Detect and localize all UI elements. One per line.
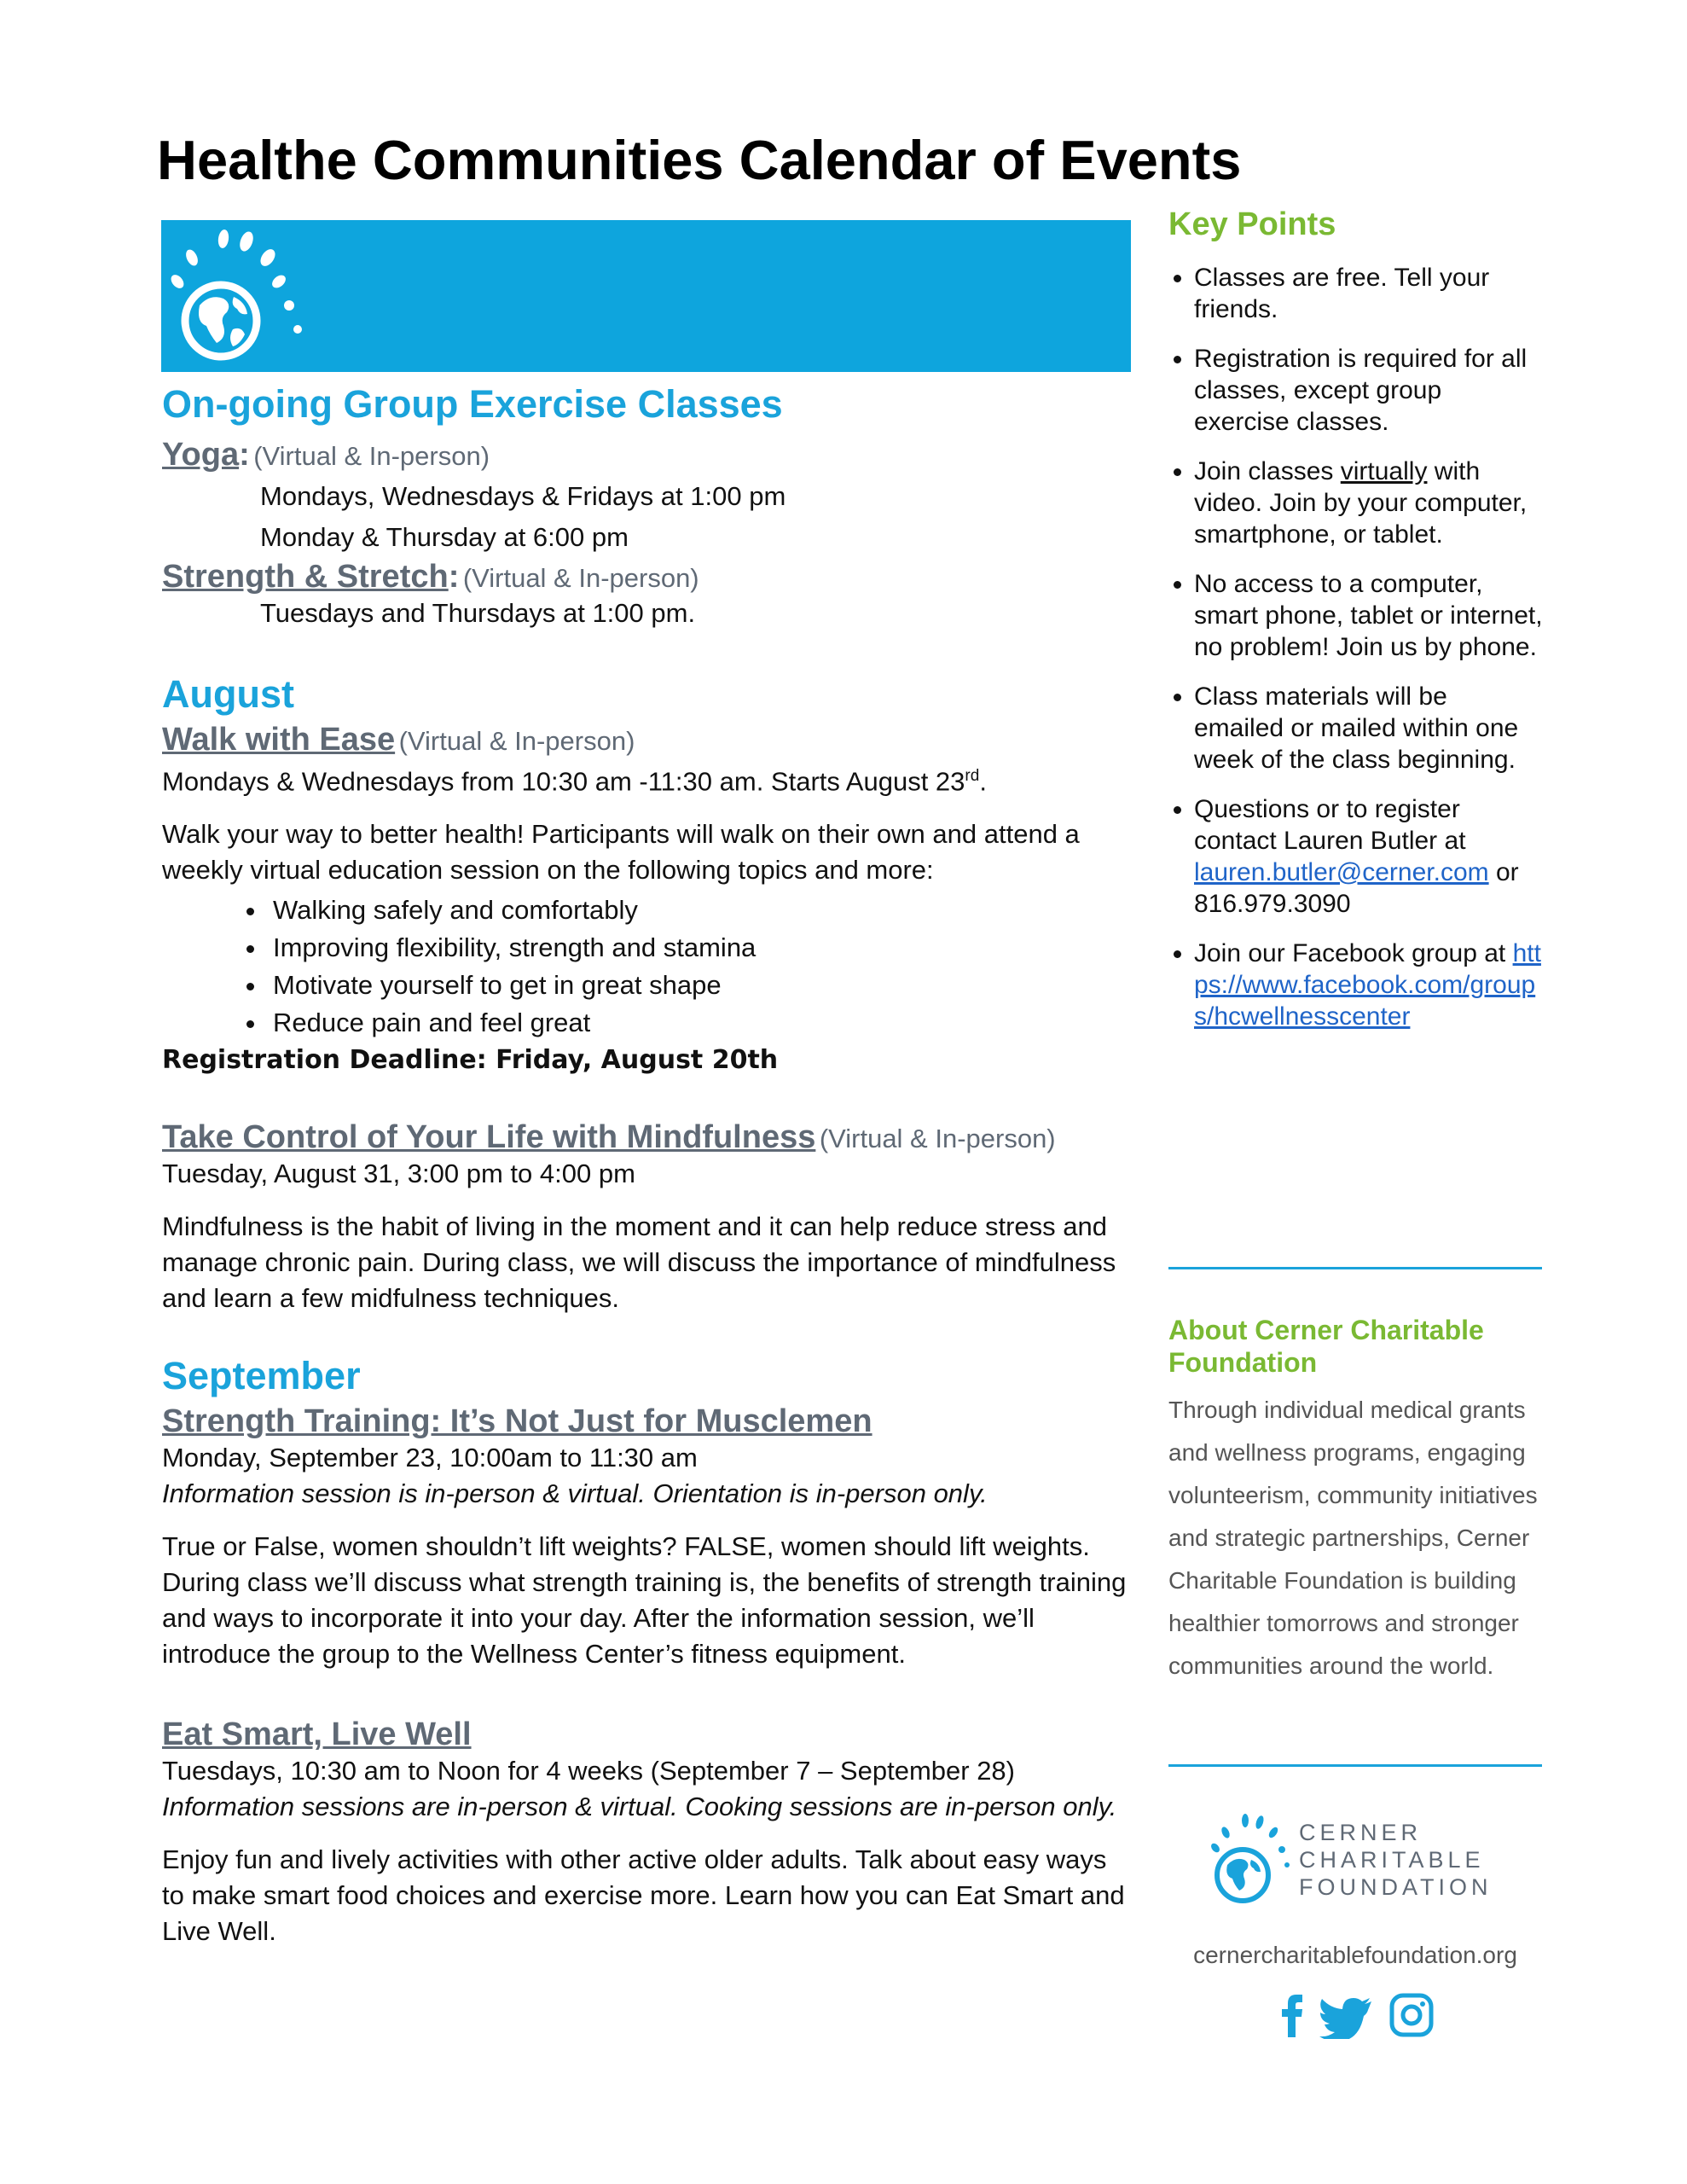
walk-title: Walk with Ease — [162, 722, 396, 758]
website-link[interactable]: cernercharitablefoundation.org — [1193, 1942, 1517, 1968]
mindfulness-title: Take Control of Your Life with Mindfulness — [162, 1119, 816, 1156]
page-title: Healthe Communities Calendar of Events — [157, 129, 1242, 191]
key-point-virtual: • Join classes virtually with video. Join by your computer, smartphone, or tablet. — [1194, 456, 1544, 550]
strength-stretch-mode: (Virtual & In-person) — [462, 563, 699, 593]
facebook-icon[interactable] — [1282, 1995, 1302, 2037]
about-body: Through individual medical grants and wellness programs, engaging volunteerism, community initiatives and strategic partnerships, Cerner Charitable Foundation is building healthier tomorrows and stronger communities around the world. — [1168, 1397, 1538, 1679]
mindfulness-description: Mindfulness is the habit of living in the moment and it can help reduce stress and manage chronic pain. During class, we will discuss the importance of mindfulness and learn a few midfulness techniques. — [162, 1211, 1116, 1314]
about-heading: About Cerner Charitable Foundation — [1168, 1315, 1484, 1378]
divider-top — [1168, 1267, 1542, 1269]
key-point-phone: • No access to a computer, smart phone, tablet or internet, no problem! Join us by phone. — [1194, 568, 1544, 663]
main-column — [162, 382, 1134, 1949]
eat-smart-title: Eat Smart, Live Well — [162, 1716, 472, 1753]
registration-deadline: Registration Deadline: Friday, August 20th — [162, 1045, 779, 1076]
list-item: • Motivate yourself to get in great shape — [268, 967, 1134, 1004]
ongoing-heading: On-going Group Exercise Classes — [162, 382, 783, 426]
september-heading: September — [162, 1354, 361, 1398]
eat-smart-description: Enjoy fun and lively activities with other active older adults. Talk about easy ways to make smart food choices and exercise more. Learn how you can Eat Smart and Live Well. — [162, 1844, 1125, 1947]
walk-topics-list — [162, 892, 1134, 1042]
walk-schedule: Mondays & Wednesdays from 10:30 am -11:30 am. Starts August 23rd. — [162, 766, 987, 797]
divider-bottom — [1168, 1764, 1542, 1767]
walk-mode: (Virtual & In-person) — [398, 726, 635, 756]
header-banner — [161, 220, 1131, 372]
key-point-free: • Classes are free. Tell your friends. — [1194, 262, 1544, 325]
strength-training-schedule: Monday, September 23, 10:00am to 11:30 am — [162, 1443, 698, 1473]
mindfulness-schedule: Tuesday, August 31, 3:00 pm to 4:00 pm — [162, 1159, 635, 1189]
key-point-contact: • Questions or to register contact Lauren Butler at lauren.butler@cerner.com or 816.979.3090 — [1194, 793, 1544, 920]
strength-training-note: Information session is in-person & virtual. Orientation is in-person only. — [162, 1478, 988, 1509]
eat-smart-schedule: Tuesdays, 10:30 am to Noon for 4 weeks (September 7 – September 28) — [162, 1756, 1015, 1786]
hand-globe-logo-icon — [161, 220, 332, 372]
eat-smart-note: Information sessions are in-person & virtual. Cooking sessions are in-person only. — [162, 1792, 1117, 1822]
walk-title-row — [162, 722, 1134, 758]
list-item: • Walking safely and comfortably — [268, 892, 1134, 929]
email-link[interactable]: lauren.butler@cerner.com — [1194, 858, 1489, 886]
mindfulness-title-row — [162, 1119, 1134, 1156]
logo-wordmark: CERNER CHARITABLE FOUNDATION — [1299, 1820, 1493, 1900]
walk-description: Walk your way to better health! Participants will walk on their own and attend a weekly virtual education session on the following topics and more: — [162, 819, 1080, 886]
yoga-line-1: Mondays, Wednesdays & Fridays at 1:00 pm — [260, 481, 786, 511]
instagram-icon[interactable] — [1392, 1995, 1431, 2035]
strength-training-description: True or False, women shouldn’t lift weights? FALSE, women should lift weights. During class we’ll discuss what strength training is, the benefits of strength training and ways to incorporate it into your day. After the information session, we’ll introduce the group to the Wellness Center’s fitness equipment. — [162, 1531, 1127, 1670]
yoga-title-row — [162, 437, 1134, 473]
facebook-group-link[interactable]: https://www.facebook.com/groups/hcwellnesscenter — [1194, 939, 1541, 1031]
yoga-colon: : — [239, 437, 250, 473]
social-links — [1271, 1991, 1493, 2043]
key-point-materials: • Class materials will be emailed or mailed within one week of the class beginning. — [1194, 681, 1544, 775]
list-item: • Reduce pain and feel great — [268, 1004, 1134, 1042]
strength-training-title-row — [162, 1403, 1134, 1440]
strength-stretch-colon: : — [448, 559, 460, 595]
august-heading: August — [162, 672, 294, 716]
key-points-list — [1168, 262, 1544, 1032]
mindfulness-mode: (Virtual & In-person) — [819, 1124, 1056, 1154]
key-point-registration: • Registration is required for all classes, except group exercise classes. — [1194, 343, 1544, 438]
strength-training-title: Strength Training: It’s Not Just for Musclemen — [162, 1403, 872, 1440]
eat-smart-title-row — [162, 1716, 1134, 1753]
key-points-heading: Key Points — [1168, 206, 1336, 242]
twitter-icon[interactable] — [1319, 1998, 1371, 2039]
yoga-title: Yoga — [162, 437, 240, 473]
yoga-mode: (Virtual & In-person) — [253, 441, 490, 471]
yoga-line-2: Monday & Thursday at 6:00 pm — [260, 522, 629, 552]
strength-stretch-line-1: Tuesdays and Thursdays at 1:00 pm. — [260, 598, 696, 628]
key-point-facebook: • Join our Facebook group at https://www.facebook.com/groups/hcwellnesscenter — [1194, 938, 1544, 1032]
foundation-logo-icon — [1198, 1809, 1309, 1920]
sidebar — [1168, 206, 1544, 1050]
strength-stretch-title-row — [162, 559, 1134, 595]
list-item: • Improving flexibility, strength and stamina — [268, 929, 1134, 967]
strength-stretch-title: Strength & Stretch — [162, 559, 449, 595]
